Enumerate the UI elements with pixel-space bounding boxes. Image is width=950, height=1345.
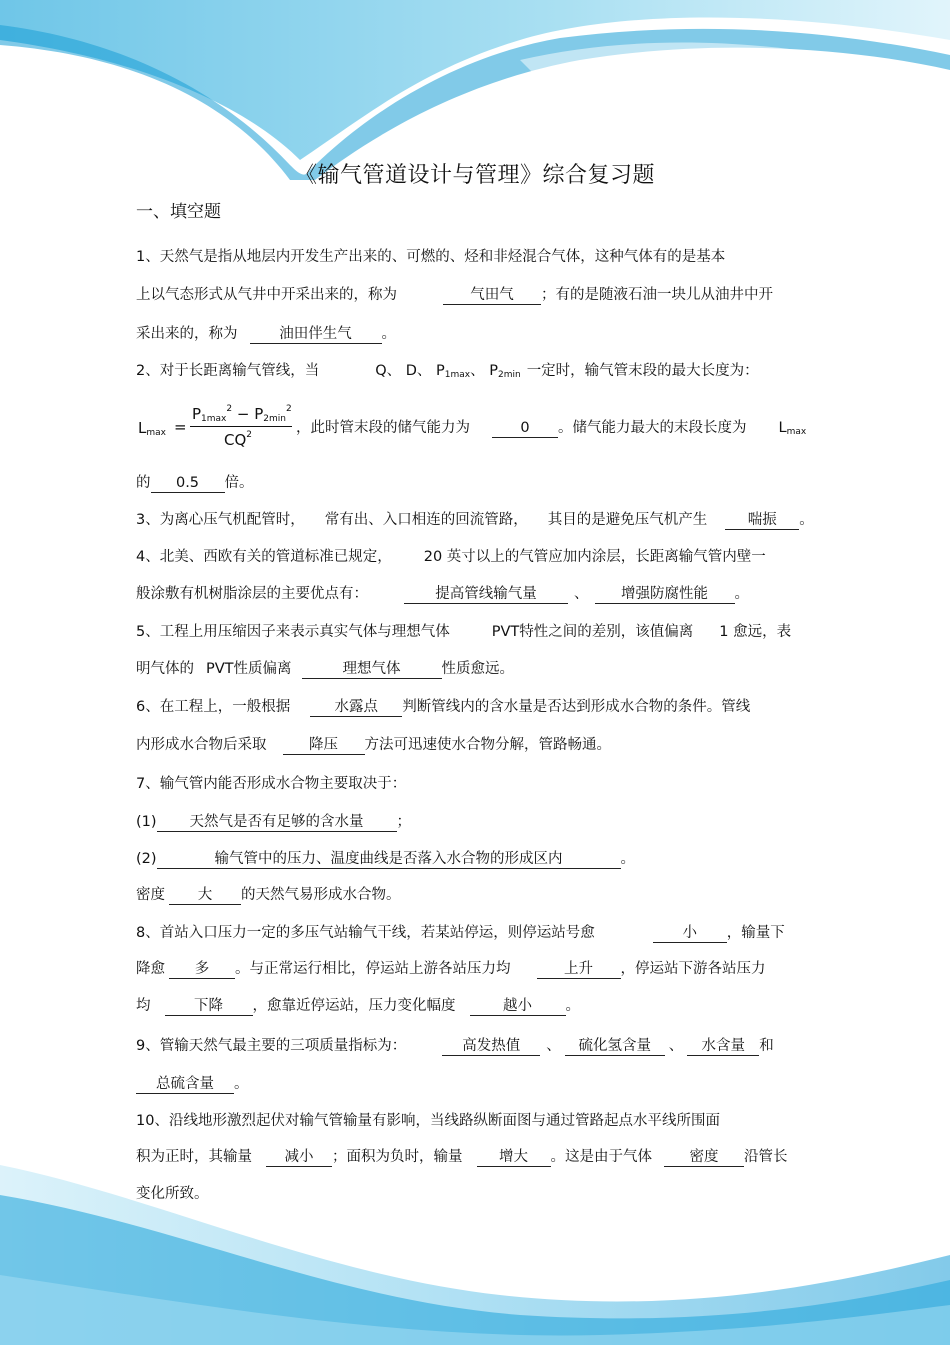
q10-line-1: 10、沿线地形激烈起伏对输气管输量有影响，当线路纵断面图与通过管路起点水平线所围面 (136, 1113, 720, 1129)
q4-answer-1: 提高管线输气量 (404, 585, 568, 604)
q3-line-1: 3、为离心压气机配管时， 常有出、入口相连的回流管路， 其目的是避免压气机产生 喘振 。 (136, 512, 814, 528)
q4-line-1: 4、北美、西欧有关的管道标准已规定， 20 英寸以上的气管应加内涂层，长距离输气管内壁一 (136, 549, 766, 565)
q9-answer-3: 水含量 (687, 1037, 759, 1056)
q1-line-2: 上以气态形式从气井中开采出来的，称为 气田气 ；有的是随液石油一块儿从油井中开 (136, 287, 773, 303)
page-title: 《输气管道设计与管理》综合复习题 (294, 163, 655, 188)
q5-line-1: 5、工程上用压缩因子来表示真实气体与理想气体 PVT特性之间的差别，该值偏离 1 愈远，表 (136, 624, 792, 640)
q9-answer-2: 硫化氢含量 (565, 1037, 665, 1056)
q9-answer-4: 总硫含量 (136, 1075, 234, 1094)
q6-answer-1: 水露点 (310, 698, 402, 717)
q7-line-1: 7、输气管内能否形成水合物主要取决于： (136, 776, 407, 792)
q7-answer-3: 大 (169, 886, 241, 905)
q2-line-3: 的 0.5 倍。 (136, 475, 254, 491)
q7-answer-1: 天然气是否有足够的含水量 (157, 813, 397, 832)
q9-line-1: 9、管输天然气最主要的三项质量指标为： 高发热值 、 硫化氢含量 、 水含量 和 (136, 1038, 774, 1054)
q8-answer-1: 小 (653, 924, 727, 943)
q6-answer-2: 降压 (283, 736, 365, 755)
q10-answer-1: 减小 (266, 1148, 332, 1167)
q9-answer-1: 高发热值 (442, 1037, 540, 1056)
q4-answer-2: 增强防腐性能 (595, 585, 735, 604)
q1-answer-1: 气田气 (443, 286, 541, 305)
q7-line-4: 密度 大 的天然气易形成水合物。 (136, 887, 401, 903)
q2-answer-1: 0 (492, 419, 558, 438)
q9-line-2: 总硫含量 。 (136, 1074, 249, 1094)
q7-line-3: (2) 输气管中的压力、温度曲线是否落入水合物的形成区内 。 (136, 851, 636, 867)
q8-line-3: 均 下降 ，愈靠近停运站，压力变化幅度 越小 。 (136, 998, 580, 1014)
q2-line-2: ，此时管末段的储气能力为 0 。储气能力最大的末段长度为 $L_{max}$ (296, 420, 807, 437)
q7-line-2: (1) 天然气是否有足够的含水量 ； (136, 814, 412, 830)
q2-answer-2: 0.5 (151, 474, 225, 493)
q8-answer-4: 下降 (165, 997, 253, 1016)
q7-answer-2: 输气管中的压力、温度曲线是否落入水合物的形成区内 (157, 850, 621, 869)
q2-line-1: 2、对于长距离输气管线，当 Q、 D、 $P_{1max}$、 $P_{2min}$ 一定时，输气管末段的最大长度为： (136, 363, 759, 380)
q10-line-3: 变化所致。 (136, 1186, 209, 1202)
q1-answer-2: 油田伴生气 (250, 325, 382, 344)
q8-answer-3: 上升 (537, 960, 621, 979)
q8-line-1: 8、首站入口压力一定的多压气站输气干线，若某站停运，则停运站号愈 小 ，输量下 (136, 925, 785, 941)
section-heading: 一、填空题 (136, 202, 221, 222)
q4-line-2: 般涂敷有机树脂涂层的主要优点有： 提高管线输气量 、 增强防腐性能 。 (136, 586, 749, 602)
q10-answer-2: 增大 (477, 1148, 551, 1167)
q8-line-2: 降愈 多 。与正常运行相比，停运站上游各站压力均 上升 ，停运站下游各站压力 (136, 961, 766, 977)
q5-line-2: 明气体的 PVT性质偏离 理想气体 性质愈远。 (136, 661, 515, 677)
q5-answer-1: 理想气体 (302, 660, 442, 679)
q3-answer-1: 喘振 (725, 511, 799, 530)
document-page: 《输气管道设计与管理》综合复习题 一、填空题 1、天然气是指从地层内开发生产出来的、可燃的、烃和非烃混合气体，这种气体有的是基本 上以气态形式从气井中开采出来的，称为 气田气 ；有的是随液石油一块儿从油井中开 采出来的，称为 油田伴生气 。 2、对于长距离输气管线，当 Q、 D、 $P_{1max}$、 $P_{2min}$ 一定时，输气管末段的最大长度为： $L_{max}$ = $P_{1max}^2 - P_{2min}^2$ $CQ^2$ ，此时管末段的储气能力为 0 。储气能力最大的末段长度为 $L_{max}$ 的 0.5 倍。 3、为离心压气机配管时， 常有出、入口相连的回流管路， 其目的是避免压气机产生 喘振 。 4、北美、西欧有关的管道标准已规定， 20 英寸以上的气管应加内涂层，长距离输气管内壁一 般涂敷有机树脂涂层的主要优点有： 提高管线输气量 、 增强防腐性能 。 5、工程上用压缩因子来表示真实气体与理想气体 PVT特性之间的差别，该值偏离 1 愈远，表 明气体的 PVT性质偏离 理想气体 性质愈远。 6、在工程上，一般根据 水露点 判断管线内的含水量是否达到形成水合物的条件。管线 内形成水合物后采取 降压 方法可迅速使水合物分解，管路畅通。 7、输气管内能否形成水合物主要取决于： (1) 天然气是否有足够的含水量 ； (2) 输气管中的压力、温度曲线是否落入水合物的形成区内 。 密度 大 的天然气易形成水合物。 8、首站入口压力一定的多压气站输气干线，若某站停运，则停运站号愈 小 ，输量下 降愈 多 。与正常运行相比，停运站上游各站压力均 上升 ，停运站下游各站压力 均 下降 ，愈靠近停运站，压力变化幅度 越小 。 9、管输天然气最主要的三项质量指标为： 高发热值 、 硫化氢含量 、 水含量 和 总硫含量 。 10、沿线地形激烈起伏对输气管输量有影响，当线路纵断面图与通过管路起点水平线所围面 积为正时，其输量 减小 ；面积为负时，输量 增大 。这是由于气体 密度 沿管长 变化所致。 (0, 0, 950, 1345)
q6-line-2: 内形成水合物后采取 降压 方法可迅速使水合物分解，管路畅通。 (136, 737, 611, 753)
q6-line-1: 6、在工程上，一般根据 水露点 判断管线内的含水量是否达到形成水合物的条件。管线 (136, 699, 751, 715)
q10-answer-3: 密度 (664, 1148, 744, 1167)
q8-answer-5: 越小 (470, 997, 566, 1016)
q8-answer-2: 多 (169, 960, 235, 979)
q1-line-3: 采出来的，称为 油田伴生气 。 (136, 326, 396, 342)
q1-line-1: 1、天然气是指从地层内开发生产出来的、可燃的、烃和非烃混合气体，这种气体有的是基本 (136, 249, 726, 265)
q10-line-2: 积为正时，其输量 减小 ；面积为负时，输量 增大 。这是由于气体 密度 沿管长 (136, 1149, 788, 1165)
